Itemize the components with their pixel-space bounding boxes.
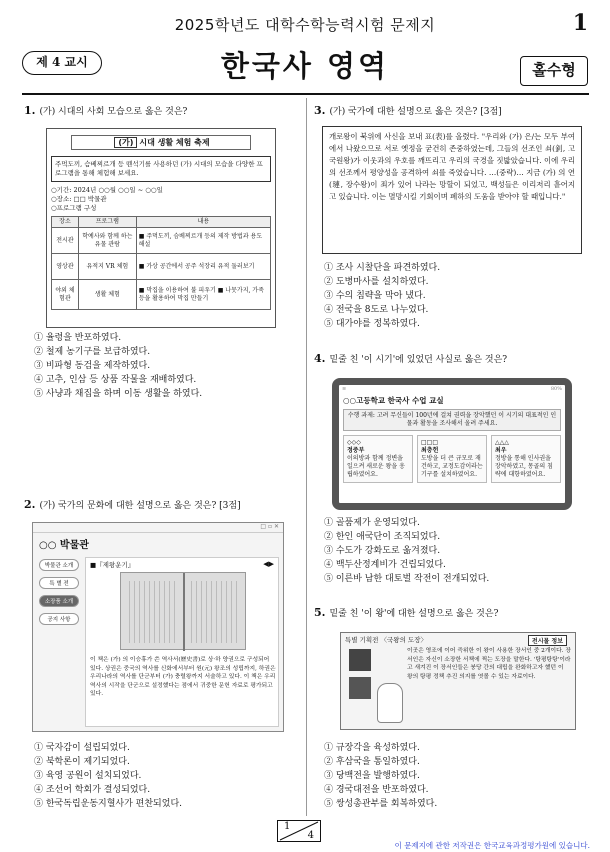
nav-arrows-icon[interactable]: ◀▶ <box>263 560 274 568</box>
question-number: 2. <box>24 498 36 511</box>
book-title: ■『제왕운기』 <box>90 561 135 569</box>
book-spine <box>183 573 185 651</box>
column-divider <box>306 98 307 816</box>
option[interactable]: ② 도병마사를 설치하였다. <box>324 277 429 287</box>
tablet-frame <box>332 378 572 510</box>
option[interactable]: ① 율령을 반포하였다. <box>34 333 122 343</box>
q1-source-box <box>46 128 276 328</box>
program-table <box>51 216 271 310</box>
festival-intro: 주먹도끼, 슴베찌르개 등 뗀석기를 사용하던 (가) 시대의 모습을 다양한 프로그램을 통해 체험해 보세요. <box>51 156 271 182</box>
copyright-notice: 이 문제지에 관한 저작권은 한국교육과정평가원에 있습니다. <box>394 841 590 850</box>
footer-total: 4 <box>307 830 314 841</box>
table-header: 내용 <box>136 217 270 228</box>
card-name: 최충헌 <box>421 447 439 454</box>
seal-image-2 <box>349 677 371 699</box>
table-cell: ■ 가상 공간에서 공주 석장리 유적 둘러보기 <box>136 254 270 280</box>
table-cell: ■ 막집을 이용하여 불 피우기 ■ 나뭇가지, 가죽 등을 활용하여 막집 만들기 <box>136 280 270 310</box>
table-header: 장소 <box>52 217 79 228</box>
option[interactable]: ① 골품제가 운영되었다. <box>324 518 420 528</box>
menu-item-about[interactable]: 박물관 소개 <box>39 559 79 571</box>
question-stem: (가) 국가에 대한 설명으로 옳은 것은? [3점] <box>329 107 502 117</box>
festival-title-text: 시대 생활 체험 축제 <box>139 138 210 147</box>
exam-type-badge: 홀수형 <box>520 56 588 86</box>
battery-level: 80% <box>550 386 562 392</box>
option[interactable]: ⑤ 이른바 남한 대토벌 작전이 전개되었다. <box>324 574 490 584</box>
option[interactable]: ① 국자감이 설립되었다. <box>34 743 130 753</box>
option[interactable]: ③ 수도가 강화도로 옮겨졌다. <box>324 546 441 556</box>
card-choe-u <box>491 435 561 483</box>
option[interactable]: ② 후삼국을 통일하였다. <box>324 757 420 767</box>
card-name: 최우 <box>495 447 507 454</box>
question-number: 5. <box>314 606 326 619</box>
q3-quote-box: 개로왕이 북위에 사신을 보내 표(表)를 올렸다. "우리와 (가) 은/는 모두 부여에서 나왔으므로 서로 옛정을 굳건히 존중하였는데, 그들의 선조인 쇠(釗, 고국원왕)가 이웃과의 우호를 깨뜨리고 우리의 국경을 짓밟았습니다. 이에 우리의 선조께서 평양성을 공격하여 쇠를 죽였습니다. …(중략)… 지금 (가) 의 연(璉, 장수왕)이 죄가 있어 나라는 망할이 되었고, 백성들은 이리저리 흩어지고 있습니다. 이는 멸망시킬 기회이며 폐하의 도움을 받아야 할 때입니다." <box>322 126 582 254</box>
exhibit-text: 이곳은 영조에 이어 즉위한 이 왕이 사용한 장서인 중 2개이다. 장서인은 자신이 소장한 서책에 찍는 도장을 말한다. '탕평탕탕'이라고 새겨진 이 장서인들은 붕당 간의 대립을 완화하고자 했던 이 왕의 탕평 정책 추진 의지를 엿볼 수 있는 자료이다. <box>407 648 571 680</box>
question-number: 4. <box>314 352 326 365</box>
question-stem: (가) 국가의 문화에 대한 설명으로 옳은 것은? [3점] <box>39 501 241 511</box>
table-cell: 전시관 <box>52 228 79 254</box>
question-stem: (가) 시대의 사회 모습으로 옳은 것은? <box>39 107 188 117</box>
card-row <box>339 433 565 485</box>
table-header: 프로그램 <box>78 217 136 228</box>
option[interactable]: ⑤ 쌍성총관부를 회복하였다. <box>324 799 438 809</box>
page-indicator <box>277 820 321 842</box>
book-text-right <box>191 581 239 643</box>
option[interactable]: ② 한인 애국단이 조직되었다. <box>324 532 441 542</box>
task-text: 수행 과제: 고려 무신들이 100년에 걸쳐 권력을 장악했던 이 시기의 대표적인 인물과 활동을 조사해서 올려 주세요. <box>343 409 561 431</box>
period-badge: 제 4 교시 <box>22 51 102 75</box>
menu-item-special[interactable]: 특 별 전 <box>39 577 79 589</box>
option[interactable]: ③ 수의 침략을 막아 냈다. <box>324 291 426 301</box>
book-image <box>120 572 246 650</box>
card-jeong <box>343 435 413 483</box>
card-text: 도방을 더 큰 규모로 재건하고, 교정도감이라는 기구를 설치하였어요. <box>421 455 483 478</box>
question-5 <box>314 606 594 621</box>
question-2 <box>24 498 300 513</box>
book-text-left <box>129 581 177 643</box>
festival-info-3: ○프로그램 구성 <box>51 204 97 212</box>
ga-tag: (가) <box>114 137 137 148</box>
q3-options <box>324 261 584 331</box>
table-cell: 유적지 VR 체험 <box>78 254 136 280</box>
collection-panel <box>85 557 279 727</box>
question-stem: 밑줄 친 '이 왕'에 대한 설명으로 옳은 것은? <box>329 609 499 619</box>
museum-window <box>32 522 284 732</box>
q1-options <box>34 331 294 401</box>
menu-item-collection[interactable]: 소장품 소개 <box>39 595 79 607</box>
card-tag: □□□ <box>421 439 439 446</box>
option[interactable]: ⑤ 한국독립운동지혈사가 편찬되었다. <box>34 799 182 809</box>
card-tag: △△△ <box>495 439 509 446</box>
card-name: 정중부 <box>347 447 365 454</box>
option[interactable]: ③ 당백전을 발행하였다. <box>324 771 420 781</box>
option[interactable]: ⑤ 대가야를 정복하였다. <box>324 319 420 329</box>
festival-info-1: ○기간: 2024년 ○○월 ○○일 ~ ○○일 <box>51 186 163 194</box>
menu-item-notice[interactable]: 공지 사항 <box>39 613 79 625</box>
option[interactable]: ④ 고추, 인삼 등 상품 작물을 재배하였다. <box>34 375 197 385</box>
question-stem: 밑줄 친 '이 시기'에 있었던 사실로 옳은 것은? <box>329 355 508 365</box>
card-tag: ◇◇◇ <box>347 439 361 446</box>
question-number: 3. <box>314 104 326 117</box>
option[interactable]: ① 조사 시찰단을 파견하였다. <box>324 263 441 273</box>
q5-options <box>324 741 584 811</box>
exhibit-panel <box>340 632 576 730</box>
option[interactable]: ④ 경국대전을 반포하였다. <box>324 785 429 795</box>
question-number: 1. <box>24 104 36 117</box>
window-controls: □ ▫ ✕ <box>33 523 283 533</box>
card-choe-chungheon <box>417 435 487 483</box>
question-1 <box>24 104 300 119</box>
q2-options <box>34 741 294 811</box>
class-title: ○○고등학교 한국사 수업 교실 <box>343 396 444 405</box>
option[interactable]: ① 규장각을 육성하였다. <box>324 743 420 753</box>
card-text: 이의방과 함께 정변을 일으켜 새로운 왕을 옹립하였어요. <box>347 455 405 478</box>
seal-image-1 <box>349 649 371 671</box>
table-cell: 생활 체험 <box>78 280 136 310</box>
option[interactable]: ⑤ 사냥과 채집을 하며 이동 생활을 하였다. <box>34 389 203 399</box>
option[interactable]: ④ 전국을 8도로 나누었다. <box>324 305 429 315</box>
question-3 <box>314 104 594 119</box>
option[interactable]: ② 철제 농기구를 보급하였다. <box>34 347 151 357</box>
special-title: 특별 기획전 〈국왕의 도장〉 <box>345 636 427 644</box>
table-cell: 학예사와 함께 하는 유물 관람 <box>78 228 136 254</box>
question-4 <box>314 352 594 367</box>
status-bar <box>339 385 565 394</box>
book-description: 이 책은 (가) 의 이승휴가 쓴 역사서(歷史書)로 상·하 양권으로 구성되어 있다. 상권은 중국의 역사를 신화에서부터 원(元) 왕조의 성립까지, 하권은 우리나라의 역사를 단군부터 (가) 충렬왕까지 서술하고 있다. 이 책은 우리 역사의 시작을 단군으로 설정했다는 점에서 귀중한 문헌 자료로 평가되고 있다. <box>90 657 276 697</box>
q4-options <box>324 516 584 586</box>
museum-menu <box>39 559 79 631</box>
table-cell: 야외 체험관 <box>52 280 79 310</box>
option[interactable]: ④ 조선어 학회가 결성되었다. <box>34 785 151 795</box>
page-number: 1 <box>572 10 588 36</box>
exhibit-info-button[interactable]: 전시물 정보 <box>528 635 567 646</box>
guide-figure <box>377 683 403 723</box>
exam-title: 2025학년도 대학수학능력시험 문제지 <box>174 16 436 34</box>
option[interactable]: ③ 육영 공원이 설치되었다. <box>34 771 142 781</box>
card-text: 정방을 통해 인사권을 장악하였고, 몽골의 침략에 대항하였어요. <box>495 455 553 478</box>
option[interactable]: ③ 비파형 동검을 제작하였다. <box>34 361 151 371</box>
table-cell: 영상관 <box>52 254 79 280</box>
wifi-icon: ≋ <box>342 386 347 392</box>
festival-info-2: ○장소: □□ 박물관 <box>51 195 107 203</box>
table-cell: ■ 주먹도끼, 슴베찌르개 등의 제작 방법과 용도 해설 <box>136 228 270 254</box>
subject-title: 한국사 영역 <box>220 49 390 83</box>
header-divider <box>22 93 589 95</box>
option[interactable]: ② 북학론이 제기되었다. <box>34 757 130 767</box>
museum-title: ○○ 박물관 <box>39 540 89 551</box>
festival-title <box>71 135 251 150</box>
footer-page: 1 <box>284 821 291 832</box>
option[interactable]: ④ 백두산정계비가 건립되었다. <box>324 560 446 570</box>
